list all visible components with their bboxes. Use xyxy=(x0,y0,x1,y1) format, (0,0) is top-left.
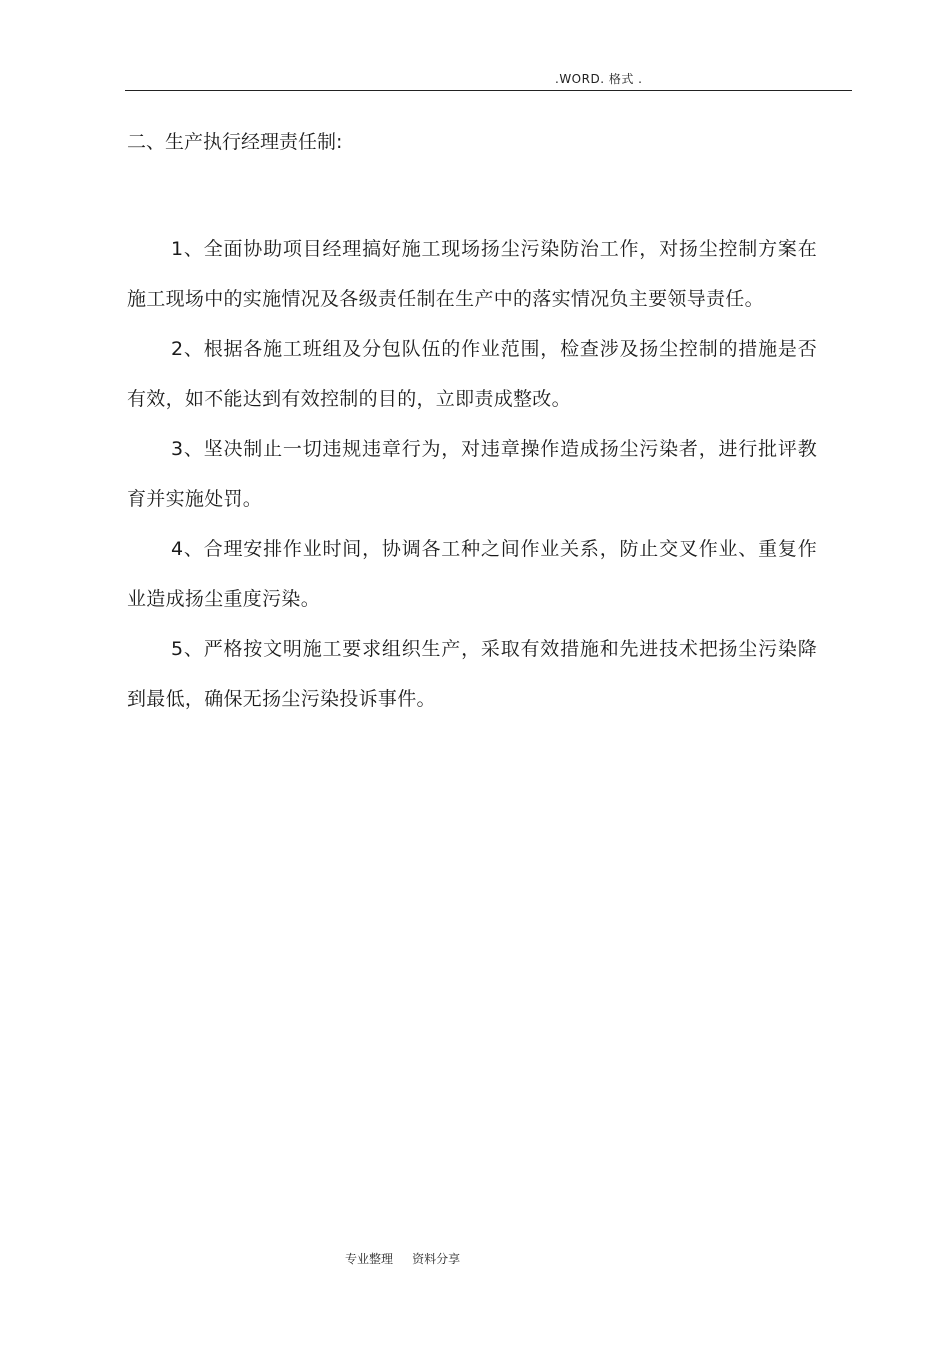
page-header-text: .WORD. 格式 . xyxy=(555,72,643,86)
paragraph-2: 2、根据各施工班组及分包队伍的作业范围，检查涉及扬尘控制的措施是否有效，如不能达到有效控制的目的，立即责成整改。 xyxy=(127,338,817,410)
paragraph-4: 4、合理安排作业时间，协调各工种之间作业关系，防止交叉作业、重复作业造成扬尘重度污染。 xyxy=(127,538,817,610)
section-title: 二、生产执行经理责任制: xyxy=(127,131,343,153)
paragraph-3: 3、坚决制止一切违规违章行为，对违章操作造成扬尘污染者，进行批评教育并实施处罚。 xyxy=(127,438,817,510)
paragraph-1: 1、全面协助项目经理搞好施工现场扬尘污染防治工作，对扬尘控制方案在施工现场中的实施情况及各级责任制在生产中的落实情况负主要领导责任。 xyxy=(127,238,817,310)
page-footer-text: 专业整理 资料分享 xyxy=(345,1252,461,1266)
header-divider xyxy=(125,90,852,91)
paragraph-5: 5、严格按文明施工要求组织生产，采取有效措施和先进技术把扬尘污染降到最低，确保无扬尘污染投诉事件。 xyxy=(127,638,817,710)
document-body xyxy=(127,224,817,724)
